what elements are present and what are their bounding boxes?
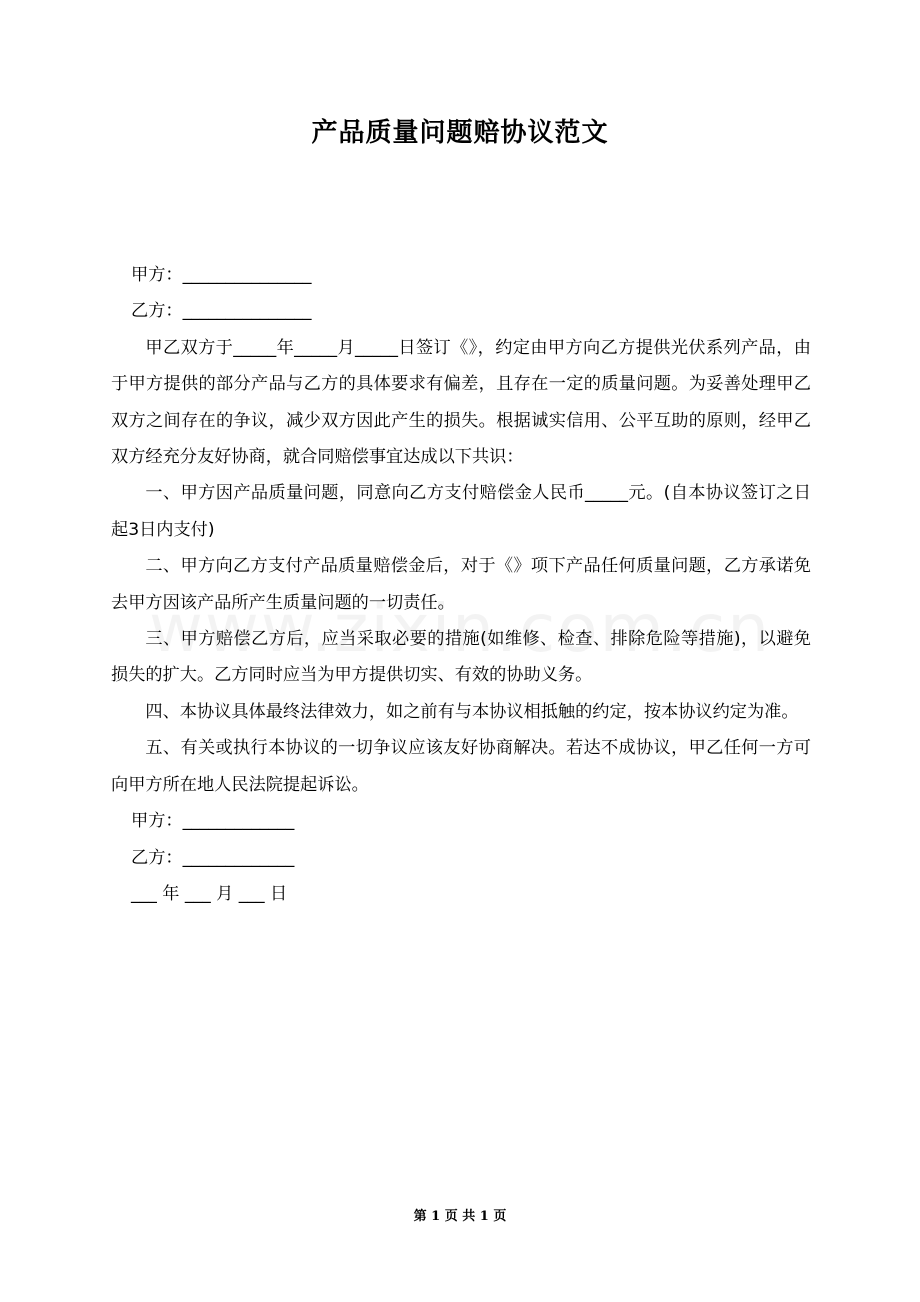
document-title: 产品质量问题赔协议范文 — [311, 118, 609, 148]
intro-paragraph: 甲乙双方于_____年_____月_____日签订《》，约定由甲方向乙方提供光伏系列产品，由于甲方提供的部分产品与乙方的具体要求有偏差，且存在一定的质量问题。为妥善处理甲乙双方之间存在的争议，减少双方因此产生的损失。根据诚实信用、公平互助的原则，经甲乙双方经充分友好协商，就合同赔偿事宜达成以下共识： — [111, 337, 811, 468]
document-body — [111, 257, 811, 912]
party-b-line: 乙方：_______________ — [131, 301, 312, 322]
signature-party-a: 甲方：_____________ — [131, 811, 295, 832]
signature-date: ___ 年 ___ 月 ___ 日 — [131, 883, 288, 904]
clause-4: 四、本协议具体最终法律效力，如之前有与本协议相抵触的约定，按本协议约定为准。 — [145, 701, 799, 722]
party-a-line: 甲方：_______________ — [131, 265, 312, 285]
clause-3: 三、甲方赔偿乙方后，应当采取必要的措施(如维修、检查、排除危险等措施)，以避免损失的扩大。乙方同时应当为甲方提供切实、有效的协助义务。 — [111, 629, 811, 686]
clause-1: 一、甲方因产品质量问题，同意向乙方支付赔偿金人民币_____元。(自本协议签订之日起3日内支付) — [111, 483, 811, 540]
signature-party-b: 乙方：_____________ — [131, 847, 295, 868]
page-indicator: 第 1 页 共 1 页 — [413, 1209, 507, 1224]
clause-2: 二、甲方向乙方支付产品质量赔偿金后，对于《》项下产品任何质量问题，乙方承诺免去甲方因该产品所产生质量问题的一切责任。 — [111, 556, 811, 613]
clause-5: 五、有关或执行本协议的一切争议应该友好协商解决。若达不成协议，甲乙任何一方可向甲方所在地人民法院提起诉讼。 — [111, 738, 811, 795]
